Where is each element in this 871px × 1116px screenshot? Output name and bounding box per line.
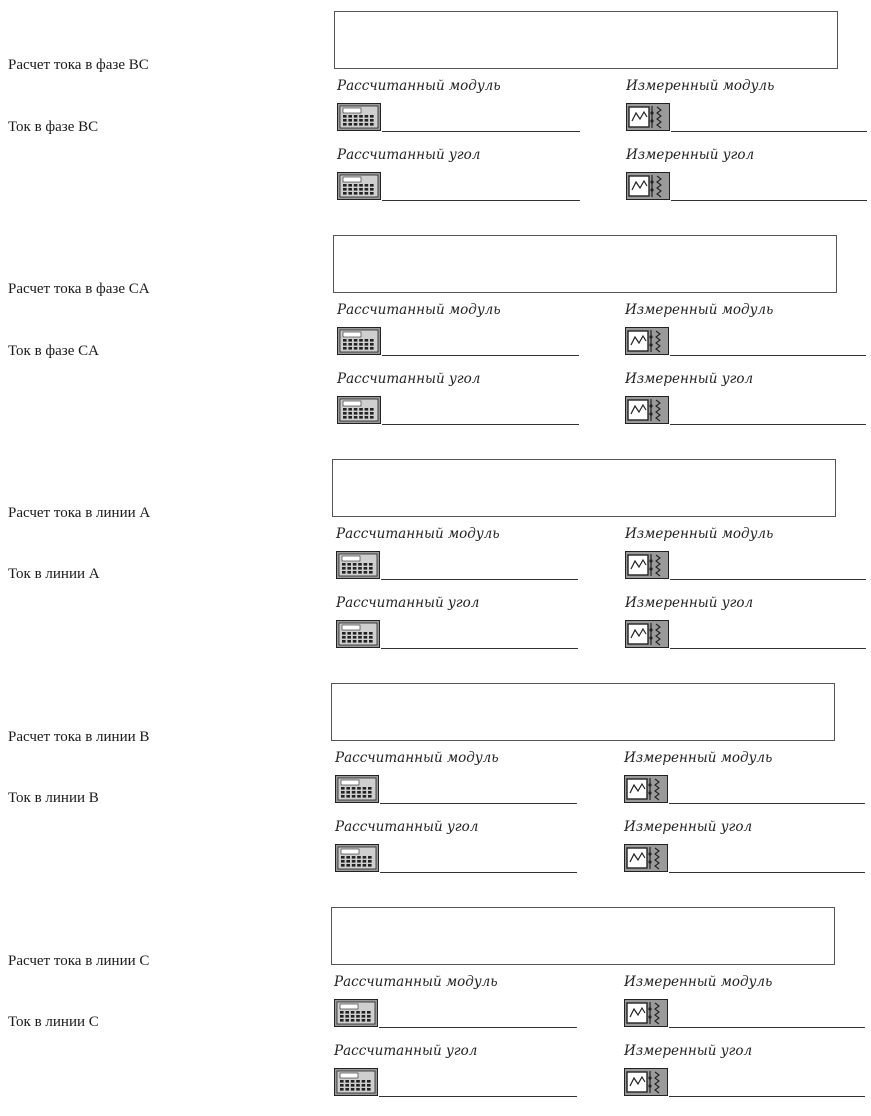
- calc-module-field[interactable]: [382, 355, 579, 356]
- meas-module-field[interactable]: [670, 579, 866, 580]
- calc-module-field[interactable]: [380, 803, 577, 804]
- meter-icon[interactable]: [624, 844, 668, 872]
- calc-label: Расчет тока в линии A: [8, 505, 151, 521]
- calc-angle-field[interactable]: [379, 1096, 577, 1097]
- meas-module-field[interactable]: [669, 1027, 865, 1028]
- section-line-a: [0, 448, 871, 668]
- calc-angle-field[interactable]: [381, 648, 578, 649]
- meter-icon[interactable]: [625, 327, 669, 355]
- calc-module-caption: Рассчитанный модуль: [335, 750, 499, 766]
- meas-angle-caption: Измеренный угол: [625, 371, 754, 387]
- meas-module-caption: Измеренный модуль: [624, 750, 773, 766]
- calculator-icon[interactable]: [337, 327, 381, 355]
- meter-icon[interactable]: [626, 103, 670, 131]
- meter-icon[interactable]: [625, 396, 669, 424]
- calc-module-caption: Рассчитанный модуль: [334, 974, 498, 990]
- calc-label: Расчет тока в линии B: [8, 729, 150, 745]
- meas-module-caption: Измеренный модуль: [624, 974, 773, 990]
- formula-input-box[interactable]: [332, 459, 836, 517]
- calc-module-caption: Рассчитанный модуль: [337, 78, 501, 94]
- calculator-icon[interactable]: [334, 999, 378, 1027]
- formula-input-box[interactable]: [333, 235, 837, 293]
- formula-input-box[interactable]: [331, 683, 835, 741]
- formula-input-box[interactable]: [334, 11, 838, 69]
- current-label: Ток в фазе BC: [8, 119, 99, 135]
- meter-icon[interactable]: [624, 775, 668, 803]
- calc-module-caption: Рассчитанный модуль: [337, 302, 501, 318]
- current-label: Ток в фазе CA: [8, 343, 99, 359]
- calc-module-field[interactable]: [382, 131, 580, 132]
- calc-angle-caption: Рассчитанный угол: [334, 1043, 478, 1059]
- meas-angle-caption: Измеренный угол: [626, 147, 755, 163]
- meas-angle-caption: Измеренный угол: [625, 595, 754, 611]
- calc-angle-field[interactable]: [382, 200, 580, 201]
- calculator-icon[interactable]: [337, 396, 381, 424]
- meas-module-field[interactable]: [670, 355, 866, 356]
- meter-icon[interactable]: [626, 172, 670, 200]
- meas-angle-field[interactable]: [671, 200, 867, 201]
- current-label: Ток в линии A: [8, 566, 100, 582]
- meas-angle-field[interactable]: [670, 424, 866, 425]
- calc-label: Расчет тока в фазе BC: [8, 57, 149, 73]
- meas-module-caption: Измеренный модуль: [625, 302, 774, 318]
- calc-angle-field[interactable]: [380, 872, 577, 873]
- section-line-b: [0, 672, 871, 892]
- calc-angle-caption: Рассчитанный угол: [335, 819, 479, 835]
- calc-angle-caption: Рассчитанный угол: [337, 147, 481, 163]
- meter-icon[interactable]: [625, 551, 669, 579]
- calculator-icon[interactable]: [335, 844, 379, 872]
- calculator-icon[interactable]: [337, 103, 381, 131]
- meas-module-field[interactable]: [669, 803, 865, 804]
- calculator-icon[interactable]: [334, 1068, 378, 1096]
- section-phase-ca: [0, 224, 871, 444]
- calc-angle-field[interactable]: [382, 424, 579, 425]
- current-label: Ток в линии B: [8, 790, 99, 806]
- calculator-icon[interactable]: [335, 775, 379, 803]
- calc-angle-caption: Рассчитанный угол: [336, 595, 480, 611]
- calculator-icon[interactable]: [336, 551, 380, 579]
- calc-module-field[interactable]: [381, 579, 578, 580]
- calc-angle-caption: Рассчитанный угол: [337, 371, 481, 387]
- formula-input-box[interactable]: [331, 907, 835, 965]
- calc-module-field[interactable]: [379, 1027, 577, 1028]
- calc-label: Расчет тока в фазе CA: [8, 281, 150, 297]
- calc-module-caption: Рассчитанный модуль: [336, 526, 500, 542]
- calc-label: Расчет тока в линии C: [8, 953, 150, 969]
- meas-module-caption: Измеренный модуль: [625, 526, 774, 542]
- calculator-icon[interactable]: [337, 172, 381, 200]
- meas-angle-field[interactable]: [669, 872, 865, 873]
- meas-module-field[interactable]: [671, 131, 867, 132]
- calculator-icon[interactable]: [336, 620, 380, 648]
- meas-angle-caption: Измеренный угол: [624, 1043, 753, 1059]
- meter-icon[interactable]: [624, 1068, 668, 1096]
- meter-icon[interactable]: [624, 999, 668, 1027]
- meas-angle-field[interactable]: [669, 1096, 865, 1097]
- meter-icon[interactable]: [625, 620, 669, 648]
- current-label: Ток в линии C: [8, 1014, 99, 1030]
- meas-angle-caption: Измеренный угол: [624, 819, 753, 835]
- meas-angle-field[interactable]: [670, 648, 866, 649]
- section-line-c: [0, 896, 871, 1116]
- meas-module-caption: Измеренный модуль: [626, 78, 775, 94]
- section-phase-bc: [0, 0, 871, 220]
